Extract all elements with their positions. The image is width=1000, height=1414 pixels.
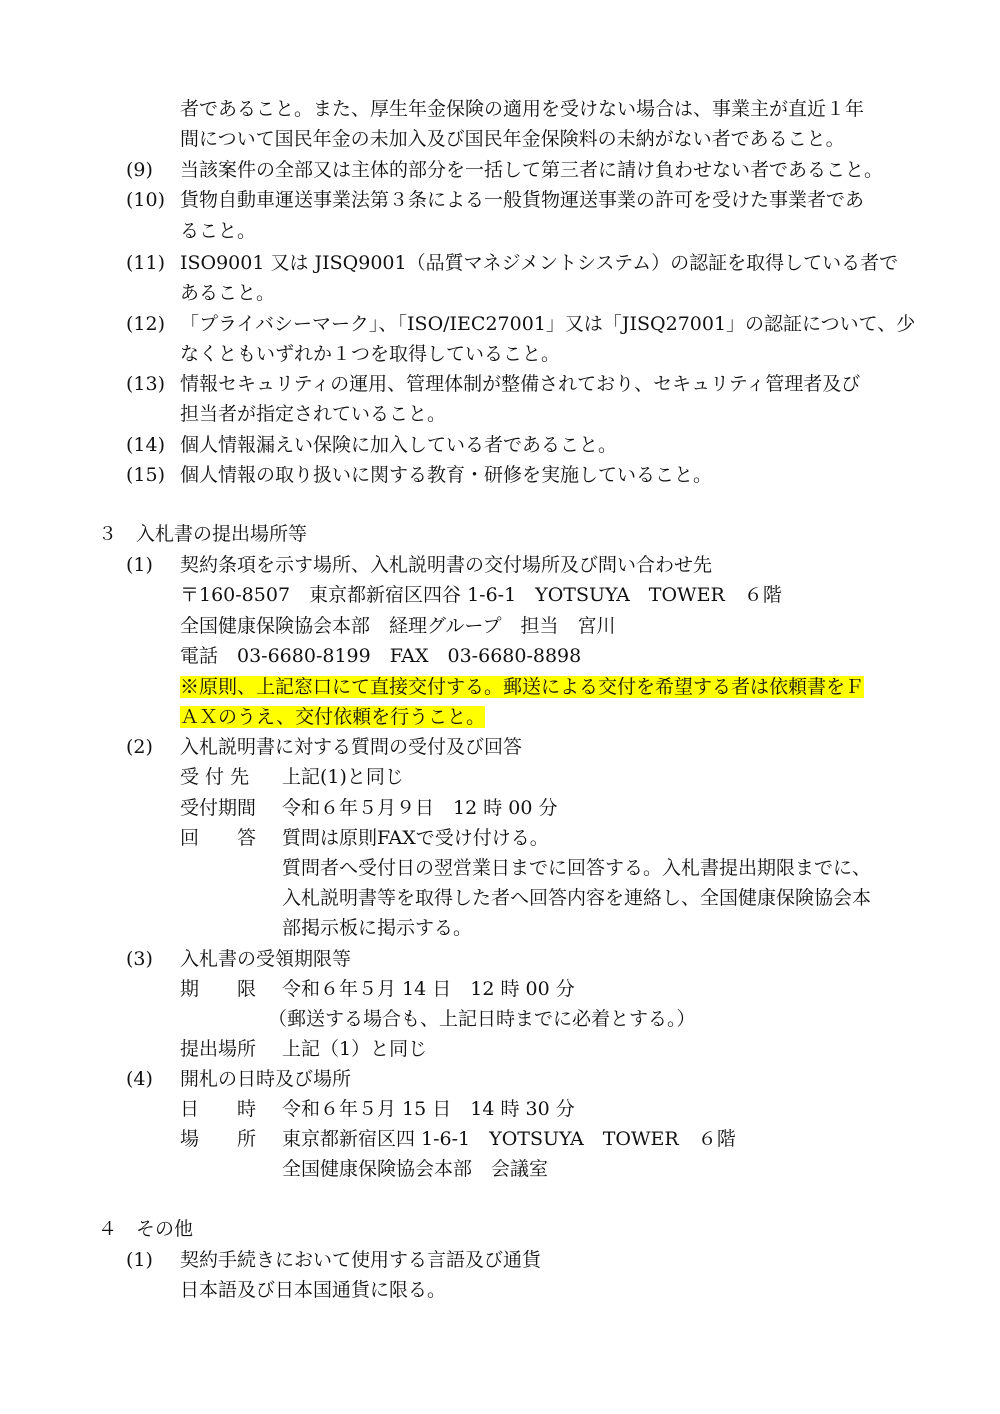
- intro-line-1: 者であること。また、厚生年金保険の適用を受けない場合は、事業主が直近１年: [180, 98, 865, 120]
- subsection-number: (4): [126, 1068, 153, 1090]
- address-text: 〒160-8507 東京都新宿区四谷 1-6-1 YOTSUYA TOWER ６階: [180, 584, 782, 606]
- field-label: 場 所: [180, 1128, 257, 1150]
- item-text: 「プライバシーマーク」、「ISO/IEC27001」又は「JISQ27001」の認証について、少: [180, 313, 916, 335]
- subsection-number: (1): [126, 554, 153, 576]
- subsection-title: 入札書の受領期限等: [180, 948, 352, 970]
- field-value: 令和６年５月 15 日 14 時 30 分: [282, 1098, 575, 1120]
- field-value: 質問者へ受付日の翌営業日までに回答する。入札書提出期限までに、: [282, 857, 872, 879]
- highlighted-note: ※原則、上記窓口にて直接交付する。郵送による交付を希望する者は依頼書をＦ: [180, 676, 865, 698]
- item-text: ること。: [180, 220, 257, 242]
- field-label: 受付期間: [180, 797, 257, 819]
- subsection-title: 入札説明書に対する質問の受付及び回答: [180, 736, 523, 758]
- field-value: 上記（1）と同じ: [282, 1038, 428, 1060]
- item-number: (9): [126, 159, 153, 181]
- item-text: 担当者が指定されていること。: [180, 403, 447, 425]
- item-text: 個人情報の取り扱いに関する教育・研修を実施していること。: [180, 464, 713, 486]
- field-value: 令和６年５月９日 12 時 00 分: [282, 797, 558, 819]
- item-number: (11): [126, 252, 166, 274]
- subsection-number: (1): [126, 1249, 153, 1271]
- item-number: (13): [126, 373, 166, 395]
- highlighted-note: ＡＸのうえ、交付依頼を行うこと。: [180, 706, 486, 728]
- field-value: 入札説明書等を取得した者へ回答内容を連絡し、全国健康保険協会本: [282, 887, 872, 909]
- item-text: 当該案件の全部又は主体的部分を一括して第三者に請け負わせない者であること。: [180, 159, 884, 181]
- body-text: 日本語及び日本国通貨に限る。: [180, 1279, 447, 1301]
- intro-line-2: 間について国民年金の未加入及び国民年金保険料の未納がない者であること。: [180, 128, 845, 150]
- field-value: 部掲示板に掲示する。: [282, 917, 473, 939]
- subsection-title: 契約条項を示す場所、入札説明書の交付場所及び問い合わせ先: [180, 554, 713, 576]
- item-number: (14): [126, 434, 166, 456]
- field-value: 東京都新宿区四 1-6-1 YOTSUYA TOWER ６階: [282, 1128, 736, 1150]
- field-value: 上記(1)と同じ: [282, 766, 404, 788]
- subsection-title: 契約手続きにおいて使用する言語及び通貨: [180, 1249, 542, 1271]
- item-text: あること。: [180, 282, 276, 304]
- field-note: （郵送する場合も、上記日時までに必着とする。）: [268, 1008, 696, 1030]
- contact-text: 電話 03-6680-8199 FAX 03-6680-8898: [180, 645, 582, 667]
- field-value: 令和６年５月 14 日 12 時 00 分: [282, 978, 575, 1000]
- item-text: 個人情報漏えい保険に加入している者であること。: [180, 434, 618, 456]
- section-number: ３: [98, 523, 118, 545]
- field-label: 提出場所: [180, 1038, 257, 1060]
- field-label: 期 限: [180, 978, 257, 1000]
- subsection-title: 開札の日時及び場所: [180, 1068, 352, 1090]
- section-title: 入札書の提出場所等: [136, 523, 308, 545]
- field-label: 日 時: [180, 1098, 257, 1120]
- item-text: 貨物自動車運送事業法第３条による一般貨物運送事業の許可を受けた事業者であ: [180, 189, 865, 211]
- organization-text: 全国健康保険協会本部 経理グループ 担当 宮川: [180, 615, 616, 637]
- field-label: 受 付 先: [180, 766, 250, 788]
- subsection-number: (3): [126, 948, 153, 970]
- item-number: (10): [126, 189, 166, 211]
- section-title: その他: [136, 1218, 194, 1240]
- item-text: 情報セキュリティの運用、管理体制が整備されており、セキュリティ管理者及び: [180, 373, 861, 395]
- item-number: (12): [126, 313, 166, 335]
- field-value: 全国健康保険協会本部 会議室: [282, 1158, 549, 1180]
- field-value: 質問は原則FAXで受け付ける。: [282, 827, 549, 849]
- field-label: 回 答: [180, 827, 257, 849]
- item-number: (15): [126, 464, 166, 486]
- section-number: ４: [98, 1218, 118, 1240]
- subsection-number: (2): [126, 736, 153, 758]
- item-text: ISO9001 又は JISQ9001（品質マネジメントシステム）の認証を取得している者で: [180, 252, 899, 274]
- item-text: なくともいずれか１つを取得していること。: [180, 343, 561, 365]
